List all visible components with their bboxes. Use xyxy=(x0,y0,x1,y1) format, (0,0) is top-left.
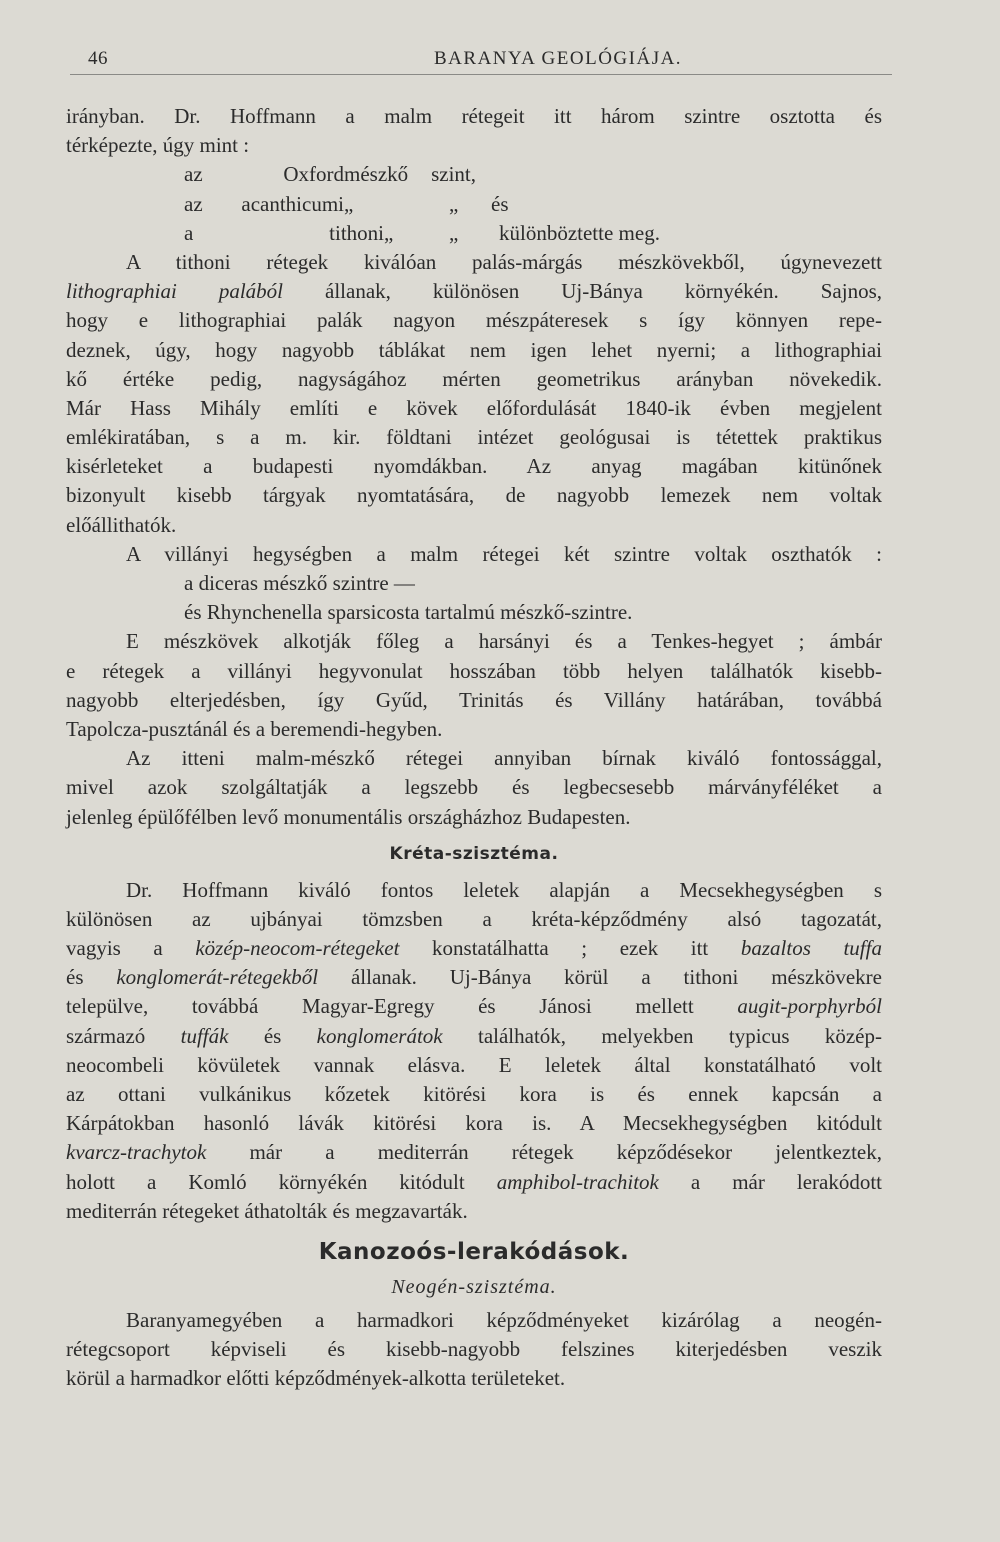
page-number: 46 xyxy=(88,48,108,69)
text-line: A tithoni rétegek kiválóan palás-márgás mészkövekből, úgynevezett xyxy=(126,249,882,274)
text-line: E mészkövek alkotják főleg a harsányi és a Tenkes-hegyet ; ámbár xyxy=(126,629,882,654)
text-line: mivel azok szolgáltatják a legszebb és legbecsesebb márványféléket a xyxy=(66,775,882,800)
text-line: és Rhynchenella sparsicosta tartalmú mészkő-szintre. xyxy=(184,600,633,625)
header-rule xyxy=(70,74,892,75)
section-heading-kreta: Kréta-szisztéma. xyxy=(389,843,559,864)
section-heading-kanozoos: Kanozoós-lerakódások. xyxy=(318,1238,630,1265)
table-cell: különböztette meg. xyxy=(499,220,660,245)
text-line: körül a harmadkor előtti képződmények-alkotta területeket. xyxy=(66,1366,566,1391)
text-line: A villányi hegységben a malm rétegei két szintre voltak oszthatók : xyxy=(126,541,882,566)
text-line: neocombeli kövületek vannak elásva. E leletek által konstatálható volt xyxy=(66,1052,882,1077)
text-line: vagyis a közép-neocom-rétegeket konstatálhatta ; ezek itt bazaltos tuffa xyxy=(66,936,882,961)
text-line: irányban. Dr. Hoffmann a malm rétegeit itt három szintre osztotta és xyxy=(66,104,882,128)
body-text xyxy=(66,102,882,1394)
text-line: Tapolcza-pusztánál és a beremendi-hegyben. xyxy=(66,716,443,741)
text-line: települve, továbbá Magyar-Egregy és Jánosi mellett augit-porphyrból xyxy=(66,994,882,1019)
text-line: Baranyamegyében a harmadkori képződményeket kizárólag a neogén- xyxy=(126,1307,882,1332)
text-line: nagyobb elterjedésben, így Gyűd, Trinitás és Villány határában, továbbá xyxy=(66,687,882,712)
text-line: különösen az ujbányai tömzsben a kréta-képződmény alsó tagozatát, xyxy=(66,906,882,931)
text-line: a diceras mészkő szintre — xyxy=(184,571,415,595)
text-line: holott a Komló környékén kitódult amphibol-trachitok a már lerakódott xyxy=(66,1169,883,1194)
text-line: e rétegek a villányi hegyvonulat hosszában több helyen találhatók kisebb- xyxy=(66,658,882,683)
text-line: kő értéke pedig, nagyságához mérten geometrikus arányban növekedik. xyxy=(66,366,882,391)
text-line: Már Hass Mihály említi e kövek előfordulását 1840-ik évben megjelent xyxy=(66,395,882,420)
table-cell: a tithoni xyxy=(184,220,384,245)
italic-term: bazaltos tuffa xyxy=(740,936,882,961)
text-line: Az itteni malm-mészkő rétegei annyiban bírnak kiváló fontossággal, xyxy=(126,746,882,771)
italic-term: amphibol-trachitok xyxy=(496,1169,659,1194)
table-cell: és xyxy=(491,191,509,216)
table-row xyxy=(66,219,882,248)
text-line: emlékiratában, s a m. kir. földtani intézet geológusai is tétettek praktikus xyxy=(66,425,882,450)
text-line: előállithatók. xyxy=(66,512,177,537)
text-line: kisérleteket a budapesti nyomdákban. Az anyag magában kitünőnek xyxy=(66,454,882,479)
text-line: térképezte, úgy mint : xyxy=(66,133,250,158)
page-header xyxy=(68,44,892,74)
text-line: és konglomerát-rétegekből állanak. Uj-Bánya körül a tithoni mészkövekre xyxy=(66,965,882,990)
text-line: kvarcz-trachytok már a mediterrán rétegek képződésekor jelentkeztek, xyxy=(66,1140,882,1165)
table-cell: „ xyxy=(449,220,459,245)
text-line: Kárpátokban hasonló lávák kitörési kora is. A Mecsekhegységben kitódult xyxy=(66,1111,882,1136)
table-cell: mészkő szint, xyxy=(344,162,476,187)
text-line: bizonyult kisebb tárgyak nyomtatására, de nagyobb lemezek nem voltak xyxy=(66,483,882,508)
table-row xyxy=(66,190,882,219)
table-cell: az Oxford xyxy=(184,162,344,187)
subsection-heading-neogen: Neogén-szisztéma. xyxy=(391,1275,557,1298)
table-cell: „ xyxy=(449,191,459,216)
table-row xyxy=(66,160,882,189)
text-line: hogy e lithographiai palák nagyon mészpáteresek s így könnyen repe- xyxy=(66,308,882,333)
italic-term: lithographiai palából xyxy=(66,279,284,304)
text-line: mediterrán rétegeket áthatolták és megzavarták. xyxy=(66,1198,468,1223)
text-line: Dr. Hoffmann kiváló fontos leletek alapján a Mecsekhegységben s xyxy=(126,877,882,902)
table-cell: „ xyxy=(384,220,394,245)
table-cell: „ xyxy=(344,191,354,216)
text-line: lithographiai palából állanak, különösen Uj-Bánya környékén. Sajnos, xyxy=(66,279,882,304)
italic-term: tuffák xyxy=(180,1023,229,1048)
table-cell: az acanthicumi xyxy=(184,191,344,216)
italic-term: augit-porphyrból xyxy=(737,994,882,1019)
text-line: jelenleg épülőfélben levő monumentális országházhoz Budapesten. xyxy=(66,804,631,829)
italic-term: konglomerátok xyxy=(316,1023,443,1048)
italic-term: konglomerát-rétegekből xyxy=(116,965,319,990)
italic-term: kvarcz-trachytok xyxy=(66,1140,207,1165)
text-line: az ottani vulkánikus kőzetek kitörési kora is és ennek kapcsán a xyxy=(66,1082,882,1106)
italic-term: közép-neocom-rétegeket xyxy=(195,936,400,961)
running-title: BARANYA GEOLÓGIÁJA. xyxy=(434,48,683,69)
text-line: deznek, úgy, hogy nagyobb táblákat nem igen lehet nyerni; a lithographiai xyxy=(66,337,882,362)
text-line: származó tuffák és konglomerátok találhatók, melyekben typicus közép- xyxy=(66,1023,882,1048)
text-line: rétegcsoport képviseli és kisebb-nagyobb felszines kiterjedésben veszik xyxy=(66,1337,882,1362)
